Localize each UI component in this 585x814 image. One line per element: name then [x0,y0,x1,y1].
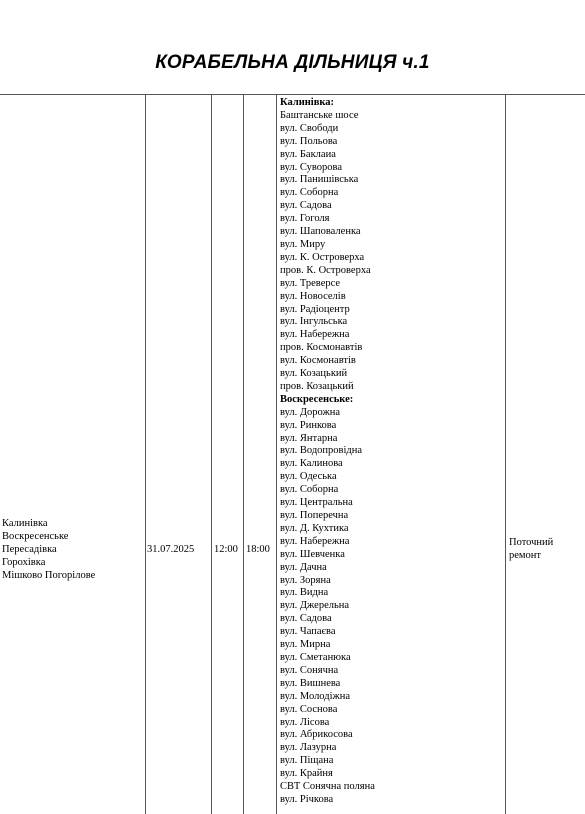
street-item: вул. Треверсе [280,277,341,289]
settlement-name: Пересадівка [2,543,57,555]
street-item: вул. Чапаєва [280,626,336,638]
street-item: вул. Крайня [280,768,333,780]
street-item: вул. Гоголя [280,213,330,225]
street-item: вул. Козацький [280,368,348,380]
column-divider [145,94,146,814]
street-item: вул. Свободи [280,122,339,134]
street-item: вул. Лісова [280,716,330,728]
street-group-header: Калинівка: [280,97,335,108]
street-item: вул. Лазурна [280,742,337,754]
street-item: вул. Вишнева [280,677,341,689]
street-item: вул. Одеська [280,471,337,483]
street-item: вул. Водопровідна [280,445,363,457]
street-item: вул. Радіоцентр [280,303,350,315]
street-item: вул. Космонавтів [280,355,356,367]
date-cell: 31.07.2025 [147,544,195,555]
settlement-name: Мішково Погорілове [2,569,96,581]
street-item: пров. Космонавтів [280,342,363,354]
column-divider [243,94,244,814]
street-item: вул. Сметанюка [280,651,351,663]
start-time-cell: 12:00 [214,544,238,555]
settlement-name: Горохівка [2,556,46,568]
street-item: вул. Дачна [280,561,327,573]
street-item: вул. Соборна [280,484,339,496]
street-item: вул. Янтарна [280,432,338,444]
street-item: вул. Садова [280,200,332,212]
reason-cell [509,537,553,563]
page-title: КОРАБЕЛЬНА ДІЛЬНИЦЯ ч.1 [155,52,430,73]
street-item: вул. Набережна [280,329,350,341]
street-item: вул. Калинова [280,458,343,470]
streets-list [280,97,375,807]
table-top-border [0,94,585,95]
column-divider [211,94,212,814]
street-item: вул. Баклаиа [280,148,336,160]
column-divider [505,94,506,814]
settlement-name: Калинівка [2,518,48,529]
street-item: вул. Сонячна [280,664,339,676]
street-item: вул. Молодіжна [280,690,351,702]
street-item: вул. Шаповаленка [280,226,361,238]
street-item: вул. Поперечна [280,510,349,521]
street-item: вул. Садова [280,613,332,625]
street-group-header: Воскресенське: [280,393,354,405]
street-item: вул. Соборна [280,187,339,199]
street-item: вул. Видна [280,587,329,599]
street-item: пров. К. Островерха [280,264,371,276]
street-item: вул. Миру [280,238,326,250]
street-item: вул. Шевченка [280,548,345,560]
street-item: вул. К. Островерха [280,251,365,263]
street-item: вул. Панишівська [280,174,359,186]
street-item: вул. Інгульська [280,316,348,328]
street-item: вул. Суворова [280,161,342,173]
street-item: вул. Соснова [280,703,338,715]
street-item: пров. Козацький [280,380,354,392]
reason-text: Поточний [509,537,554,548]
street-item: вул. Абрикосова [280,729,353,741]
street-item: вул. Польова [280,135,338,147]
street-item: вул. Новоселів [280,290,346,302]
street-item: вул. Центральна [280,497,353,509]
settlement-name: Воскресенське [2,530,69,542]
street-item: вул. Д. Кухтика [280,522,349,534]
street-item: вул. Мирна [280,639,331,651]
street-item: вул. Зоряна [280,574,331,586]
street-item: Баштанське шосе [280,109,359,121]
outage-table [0,94,585,814]
street-item: СВТ Сонячна поляна [280,781,375,793]
street-item: вул. Ринкова [280,419,337,431]
column-divider [276,94,277,814]
street-item: вул. Джерельна [280,600,350,612]
street-item: вул. Річкова [280,793,334,805]
street-item: вул. Дорожна [280,406,341,418]
settlements-cell [2,518,95,583]
reason-text: ремонт [509,549,542,561]
street-item: вул. Набережна [280,535,350,547]
street-item: вул. Піщана [280,755,334,767]
end-time-cell: 18:00 [246,544,270,555]
